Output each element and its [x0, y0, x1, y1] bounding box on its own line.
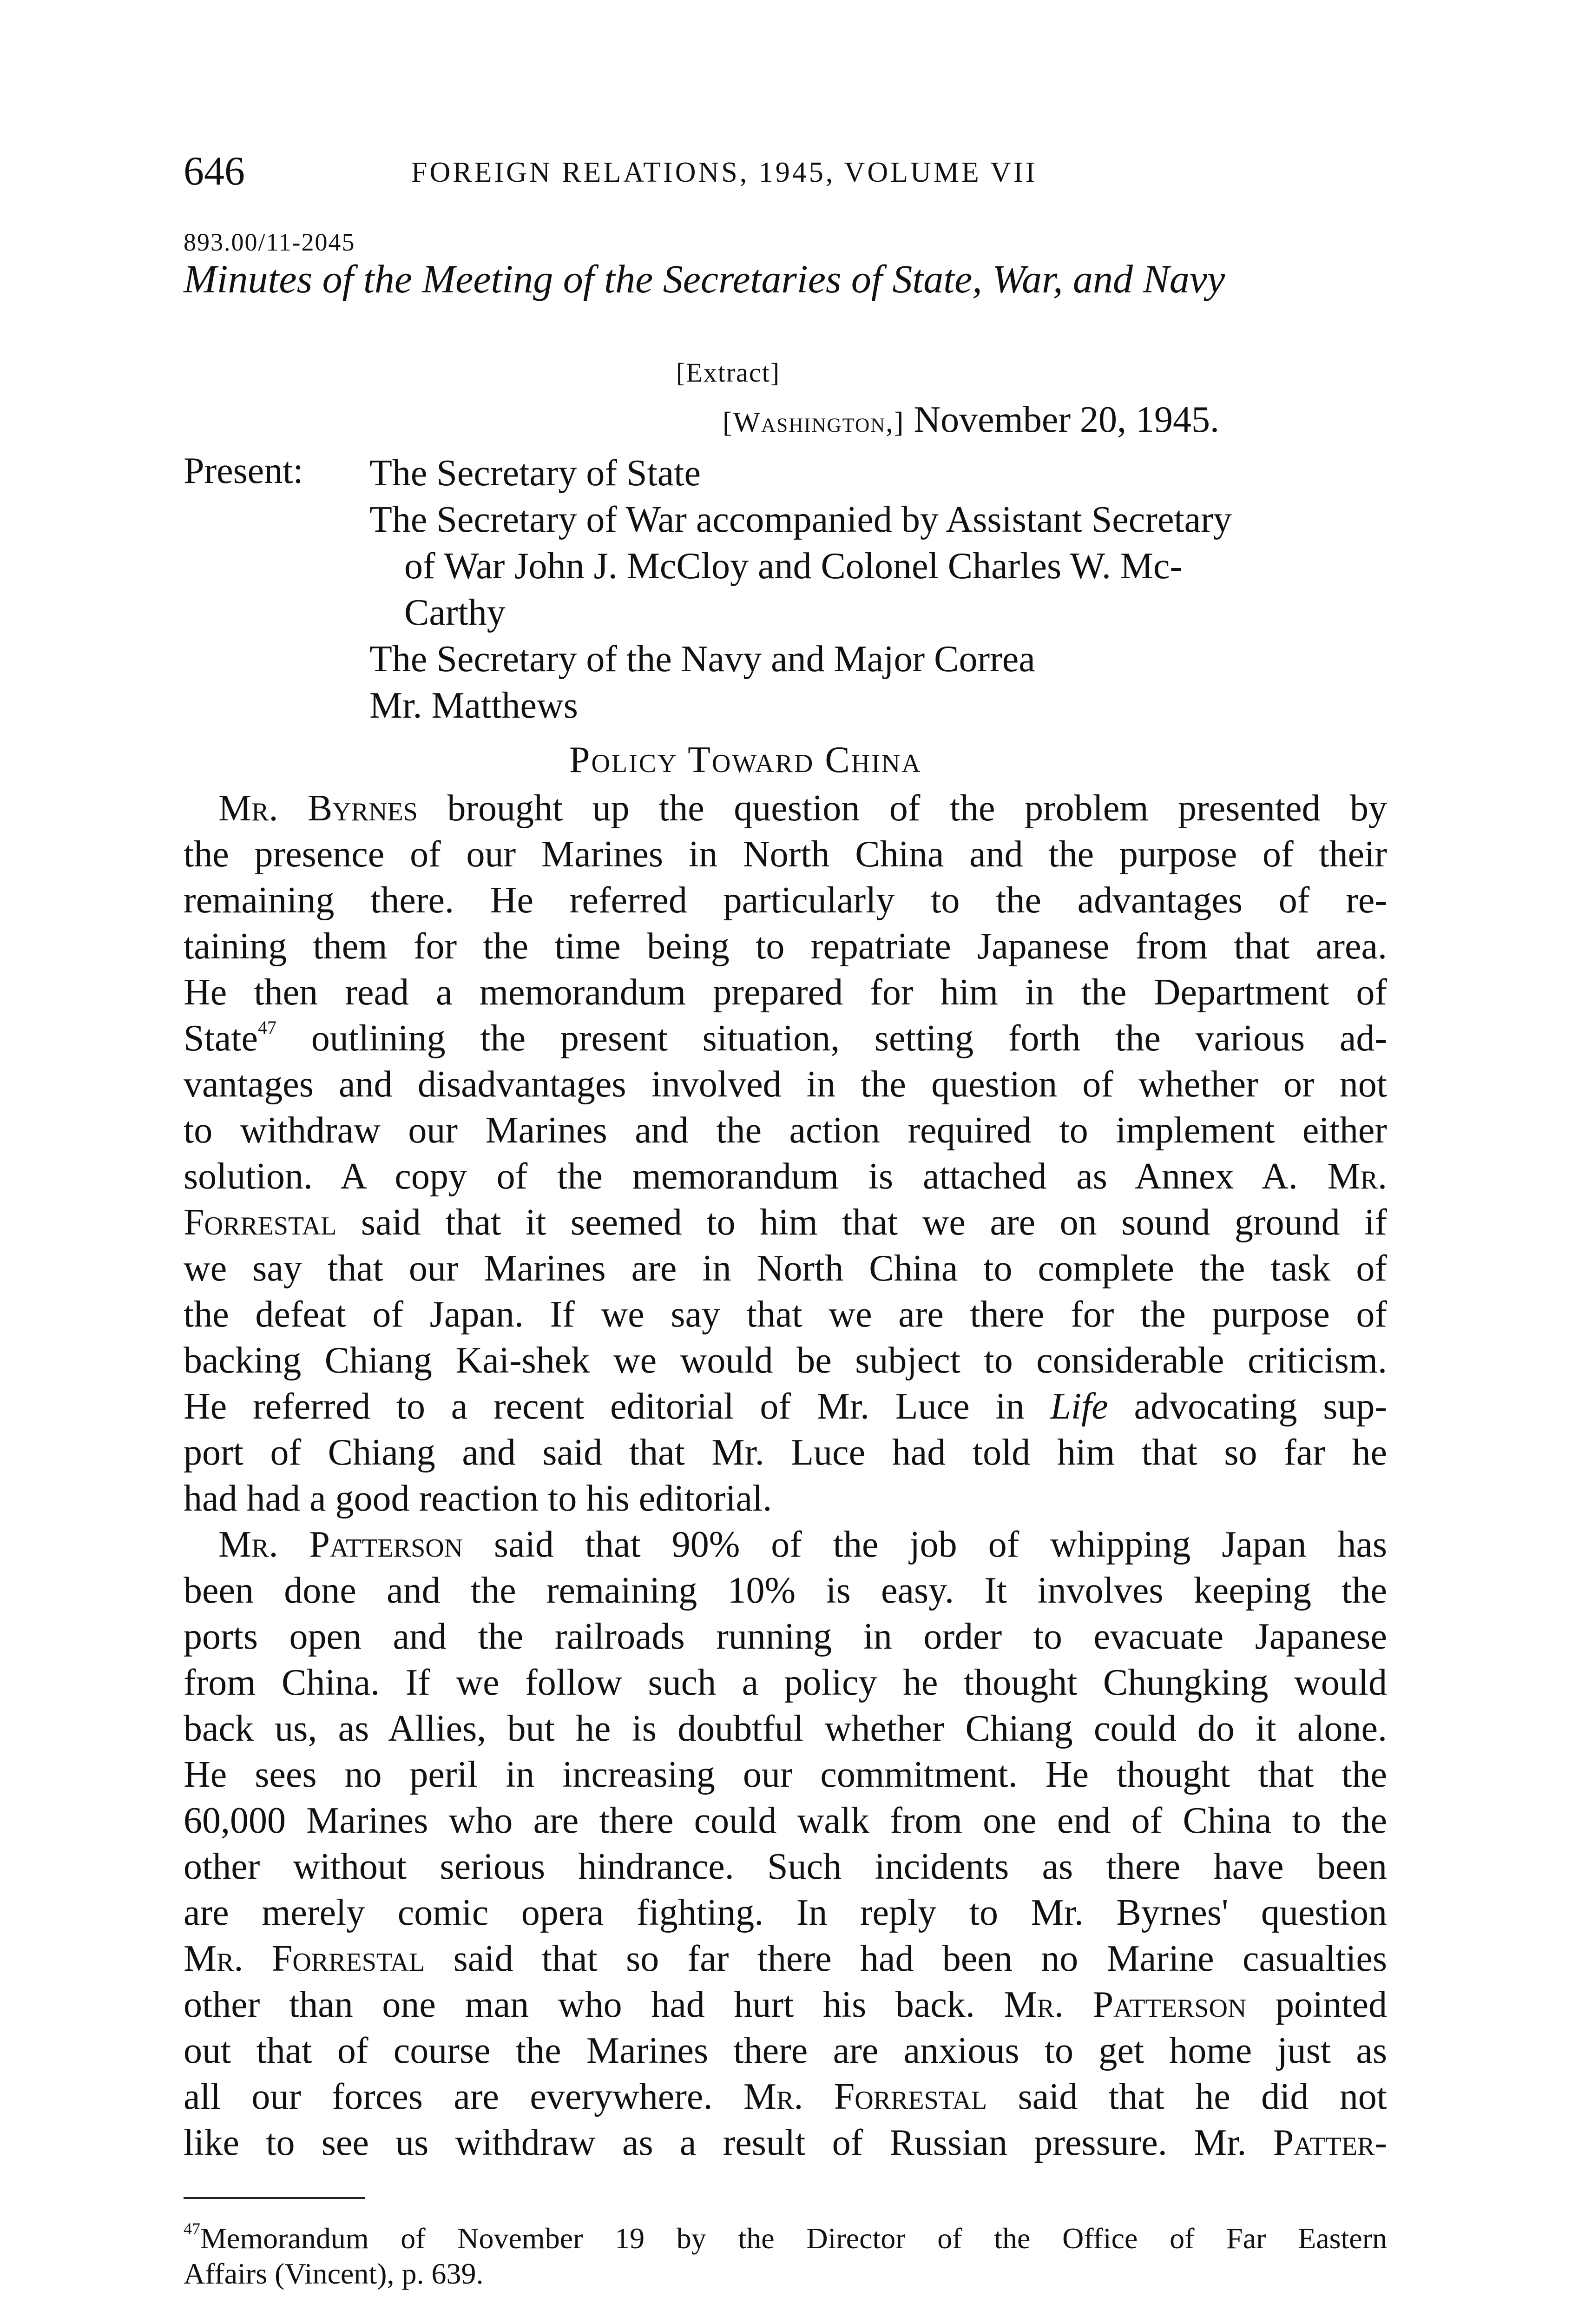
attendee-list [369, 450, 1392, 729]
text-line: ports open and the railroads running in order to evacuate Japanese [184, 1616, 1387, 1657]
footnote-line: Affairs (Vincent), p. 639. [184, 2257, 484, 2290]
attendee-line: of War John J. McCloy and Colonel Charles W. Mc- [404, 546, 1183, 587]
text-line: had had a good reaction to his editorial. [184, 1478, 772, 1519]
speaker-name: Mr. Patterson [1004, 1984, 1247, 2025]
footnote-divider [184, 2197, 365, 2199]
text-line: Mr. Forrestal said that so far there had been no Marine casualties [184, 1938, 1388, 1979]
section-heading: Policy Toward China [569, 739, 922, 780]
text-line: He then read a memorandum prepared for him in the Department of [184, 972, 1387, 1013]
text-line: from China. If we follow such a policy he thought Chungking would [184, 1662, 1387, 1703]
speaker-name: Mr. [1327, 1156, 1388, 1197]
text-line: other without serious hindrance. Such incidents as there have been [184, 1846, 1387, 1887]
speaker-name: Mr. Patterson [218, 1524, 463, 1565]
text-line: taining them for the time being to repatriate Japanese from that area. [184, 926, 1387, 967]
speaker-name: Mr. Forrestal [184, 1938, 425, 1979]
text-line: port of Chiang and said that Mr. Luce had told him that so far he [184, 1432, 1387, 1473]
text-line: like to see us withdraw as a result of Russian pressure. Mr. Patter- [184, 2122, 1388, 2163]
footnote-line: $^{47}$Memorandum of November 19 by the Director of the Office of Far Eastern [184, 2219, 1387, 2255]
text-line: been done and the remaining 10% is easy. It involves keeping the [184, 1570, 1387, 1611]
text-line: vantages and disadvantages involved in the question of whether or not [184, 1064, 1387, 1105]
text-line: Mr. Byrnes brought up the question of the problem presented by [218, 788, 1387, 829]
speaker-name: Mr. Byrnes [218, 788, 418, 829]
text-line: 60,000 Marines who are there could walk from one end of China to the [184, 1800, 1387, 1841]
text-line: the defeat of Japan. If we say that we are there for the purpose of [184, 1294, 1387, 1335]
speaker-name: Forrestal [184, 1202, 337, 1243]
attendee-line: The Secretary of State [369, 453, 701, 494]
text-line: He referred to a recent editorial of Mr. Luce in Life advocating sup- [184, 1386, 1387, 1427]
speaker-name: Mr. Forrestal [743, 2076, 987, 2117]
text-line: remaining there. He referred particularly to the advantages of re- [184, 880, 1387, 921]
text-line: to withdraw our Marines and the action required to implement either [184, 1110, 1387, 1151]
file-number: 893.00/11-2045 [184, 228, 355, 256]
text-line: He sees no peril in increasing our commitment. He thought that the [184, 1754, 1387, 1795]
attendee-line: The Secretary of the Navy and Major Correa [369, 639, 1035, 680]
text-line: Forrestal said that it seemed to him that we are on sound ground if [184, 1202, 1387, 1243]
attendee-line: Carthy [404, 592, 506, 633]
text-line: we say that our Marines are in North China to complete the task of [184, 1248, 1387, 1289]
text-line: the presence of our Marines in North China and the purpose of their [184, 834, 1387, 875]
text-line: all our forces are everywhere. Mr. Forrestal said that he did not [184, 2076, 1388, 2117]
text-line: are merely comic opera fighting. In reply to Mr. Byrnes' question [184, 1892, 1387, 1933]
dateline-date: November 20, 1945. [914, 399, 1220, 440]
footnote-reference: 47 [257, 1017, 276, 1038]
text-line: out that of course the Marines there are anxious to get home just as [184, 2030, 1387, 2071]
dateline [723, 399, 1219, 441]
document-title: Minutes of the Meeting of the Secretaries of State, War, and Navy [184, 257, 1225, 301]
dateline-place: [Washington,] [723, 407, 905, 438]
attendee-line: Mr. Matthews [369, 685, 578, 726]
footnote [184, 2221, 1387, 2291]
text-line: State$^{47}$ outlining the present situation, setting forth the various ad- [184, 1017, 1387, 1059]
speaker-name: Patter- [1273, 2122, 1388, 2163]
text-line: other than one man who had hurt his back. Mr. Patterson pointed [184, 1984, 1388, 2025]
text-line: solution. A copy of the memorandum is attached as Annex A. Mr. [184, 1156, 1388, 1197]
text-line: Mr. Patterson said that 90% of the job of whipping Japan has [218, 1524, 1387, 1565]
italic-title: Life [1050, 1386, 1108, 1427]
footnote-marker: 47 [184, 2219, 200, 2238]
text-line: backing Chiang Kai-shek we would be subject to considerable criticism. [184, 1340, 1387, 1381]
running-head: FOREIGN RELATIONS, 1945, VOLUME VII [411, 157, 1038, 188]
body-text [184, 786, 1387, 2166]
extract-label: [Extract] [676, 357, 781, 388]
present-label: Present: [184, 450, 303, 491]
page-header [184, 148, 1392, 199]
page-number: 646 [184, 149, 245, 194]
attendee-line: The Secretary of War accompanied by Assistant Secretary [369, 499, 1232, 540]
text-line: back us, as Allies, but he is doubtful whether Chiang could do it alone. [184, 1708, 1387, 1749]
